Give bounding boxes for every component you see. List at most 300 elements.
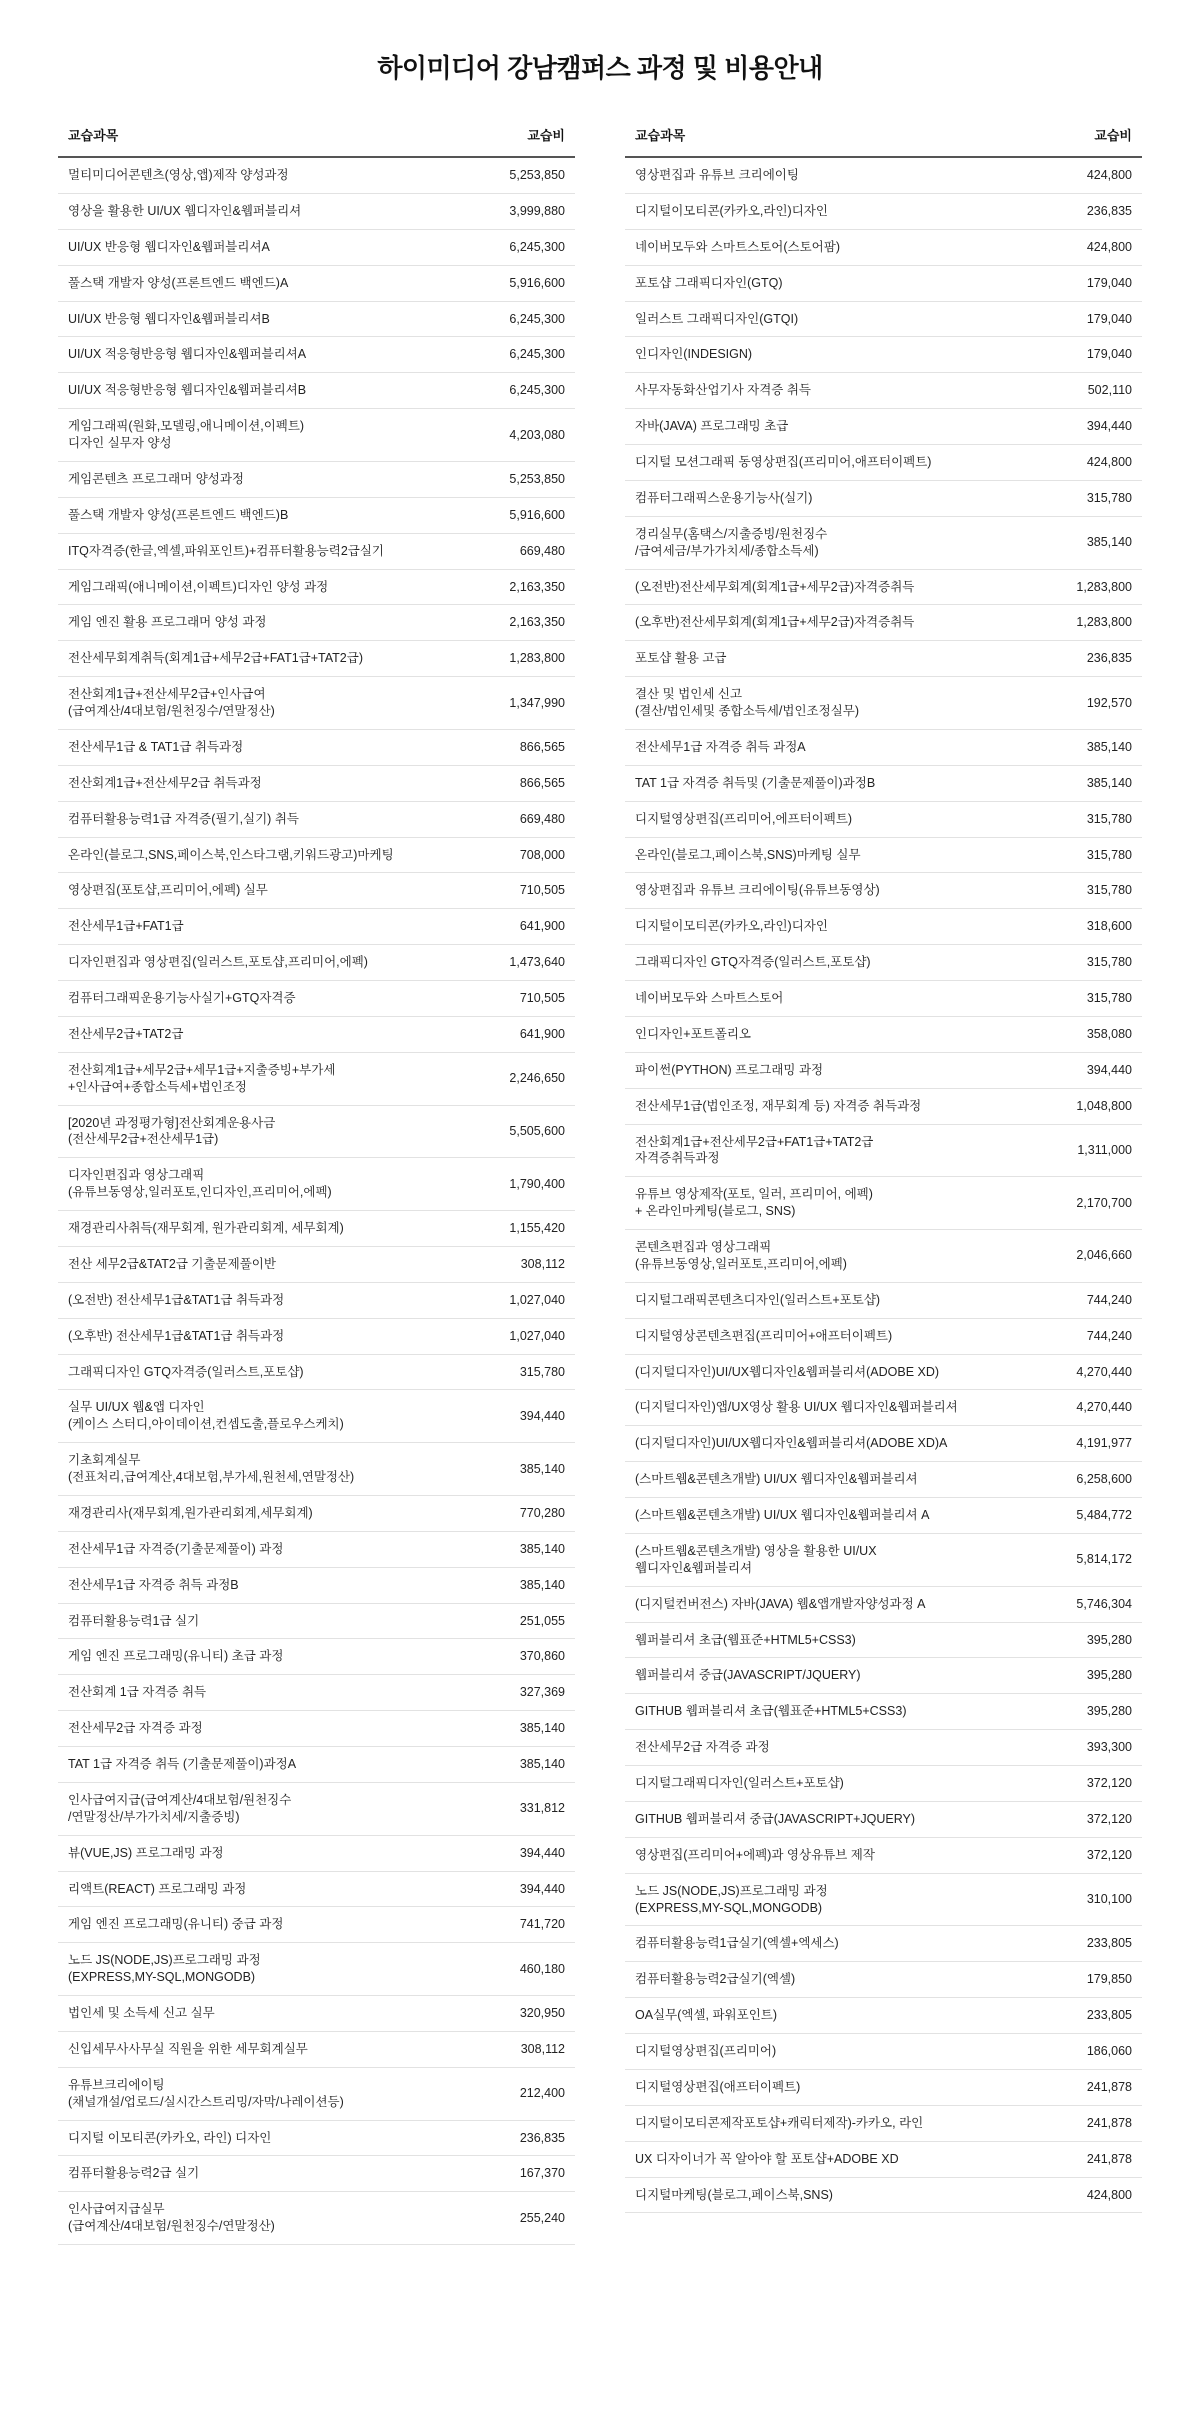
course-fee: 424,800 <box>1050 157 1142 193</box>
course-fee: 385,140 <box>483 1531 575 1567</box>
course-name: 컴퓨터활용능력2급 실기 <box>58 2156 483 2192</box>
course-name: 영상편집(포토샵,프리미어,에펙) 실무 <box>58 873 483 909</box>
table-row <box>625 2141 1142 2177</box>
course-name: 풀스택 개발자 양성(프론트엔드 백엔드)A <box>58 265 483 301</box>
table-row <box>625 729 1142 765</box>
course-fee: 1,048,800 <box>1050 1088 1142 1124</box>
course-name: 게임 엔진 프로그래밍(유니티) 초급 과정 <box>58 1639 483 1675</box>
course-fee: 744,240 <box>1050 1318 1142 1354</box>
course-name: 게임콘텐츠 프로그래머 양성과정 <box>58 461 483 497</box>
table-row <box>58 1390 575 1443</box>
course-name: 재경관리사(재무회계,원가관리회계,세무회계) <box>58 1495 483 1531</box>
course-name: 영상편집과 유튜브 크리에이팅 <box>625 157 1050 193</box>
table-row <box>58 1603 575 1639</box>
course-name: 신입세무사사무실 직원을 위한 세무회계실무 <box>58 2031 483 2067</box>
course-fee: 2,163,350 <box>483 569 575 605</box>
table-row <box>625 337 1142 373</box>
course-name: (디지털디자인)UI/UX웹디자인&웹퍼블리셔(ADOBE XD) <box>625 1354 1050 1390</box>
table-row <box>58 1835 575 1871</box>
course-name: 웹퍼블리셔 중급(JAVASCRIPT/JQUERY) <box>625 1658 1050 1694</box>
course-name: [2020년 과정평가형]전산회계운용사금 (전산세무2급+전산세무1급) <box>58 1105 483 1158</box>
table-row <box>58 373 575 409</box>
course-fee: 241,878 <box>1050 2069 1142 2105</box>
table-row <box>625 1694 1142 1730</box>
course-name: 유튜브 영상제작(포토, 일러, 프리미어, 에펙) + 온라인마케팅(블로그, SNS) <box>625 1177 1050 1230</box>
course-fee: 395,280 <box>1050 1658 1142 1694</box>
course-fee: 315,780 <box>1050 837 1142 873</box>
course-name: 그래픽디자인 GTQ자격증(일러스트,포토샵) <box>625 945 1050 981</box>
table-row <box>625 1318 1142 1354</box>
table-row <box>625 1873 1142 1926</box>
course-name: 전산세무1급 자격증(기출문제풀이) 과정 <box>58 1531 483 1567</box>
table-row <box>58 1282 575 1318</box>
course-fee: 5,253,850 <box>483 157 575 193</box>
course-fee: 385,140 <box>1050 516 1142 569</box>
table-row <box>58 641 575 677</box>
price-table-left <box>58 119 575 2245</box>
course-name: GITHUB 웹퍼블리셔 초급(웹표준+HTML5+CSS3) <box>625 1694 1050 1730</box>
course-fee: 424,800 <box>1050 229 1142 265</box>
course-name: 게임그래픽(애니메이션,이펙트)디자인 양성 과정 <box>58 569 483 605</box>
course-name: 디지털 이모티콘(카카오, 라인) 디자인 <box>58 2120 483 2156</box>
course-name: 컴퓨터그래픽스운용기능사(실기) <box>625 480 1050 516</box>
course-name: (디지털컨버전스) 자바(JAVA) 웹&앱개발자양성과정 A <box>625 1586 1050 1622</box>
course-fee: 212,400 <box>483 2067 575 2120</box>
course-fee: 708,000 <box>483 837 575 873</box>
course-fee: 395,280 <box>1050 1694 1142 1730</box>
table-row <box>58 1675 575 1711</box>
table-row <box>58 229 575 265</box>
course-fee: 315,780 <box>1050 981 1142 1017</box>
table-row <box>58 1943 575 1996</box>
course-name: 멀티미디어콘텐츠(영상,앱)제작 양성과정 <box>58 157 483 193</box>
course-fee: 315,780 <box>1050 873 1142 909</box>
course-name: 전산회계1급+전산세무2급 취득과정 <box>58 765 483 801</box>
table-header-row <box>625 119 1142 157</box>
table-row <box>625 2105 1142 2141</box>
course-name: UI/UX 적응형반응형 웹디자인&웹퍼블리셔B <box>58 373 483 409</box>
course-fee: 241,878 <box>1050 2105 1142 2141</box>
table-row <box>58 409 575 462</box>
course-name: 컴퓨터활용능력1급 실기 <box>58 1603 483 1639</box>
course-name: 뷰(VUE,JS) 프로그래밍 과정 <box>58 1835 483 1871</box>
column-header-fee: 교습비 <box>483 119 575 157</box>
course-fee: 308,112 <box>483 2031 575 2067</box>
course-name: 전산회계1급+전산세무2급+FAT1급+TAT2급 자격증취득과정 <box>625 1124 1050 1177</box>
course-fee: 744,240 <box>1050 1282 1142 1318</box>
table-row <box>58 2192 575 2245</box>
course-fee: 1,311,000 <box>1050 1124 1142 1177</box>
table-row <box>625 265 1142 301</box>
table-row <box>625 1730 1142 1766</box>
table-row <box>625 480 1142 516</box>
course-name: 자바(JAVA) 프로그래밍 초급 <box>625 409 1050 445</box>
course-name: 디지털이모티콘제작포토샵+캐릭터제작)-카카오, 라인 <box>625 2105 1050 2141</box>
course-name: 디지털영상콘텐츠편집(프리미어+애프터이펙트) <box>625 1318 1050 1354</box>
table-row <box>625 2177 1142 2213</box>
course-name: 사무자동화산업기사 자격증 취득 <box>625 373 1050 409</box>
course-fee: 233,805 <box>1050 1926 1142 1962</box>
course-name: 전산세무2급 자격증 과정 <box>58 1711 483 1747</box>
course-fee: 424,800 <box>1050 2177 1142 2213</box>
table-row <box>58 2067 575 2120</box>
course-fee: 5,505,600 <box>483 1105 575 1158</box>
table-body-right <box>625 157 1142 2213</box>
course-fee: 327,369 <box>483 1675 575 1711</box>
course-name: (오후반)전산세무회계(회계1급+세무2급)자격증취득 <box>625 605 1050 641</box>
course-fee: 167,370 <box>483 2156 575 2192</box>
table-row <box>58 1016 575 1052</box>
table-row <box>58 1246 575 1282</box>
course-fee: 4,270,440 <box>1050 1390 1142 1426</box>
table-row <box>625 1658 1142 1694</box>
course-fee: 372,120 <box>1050 1837 1142 1873</box>
course-name: (디지털디자인)UI/UX웹디자인&웹퍼블리셔(ADOBE XD)A <box>625 1426 1050 1462</box>
course-name: 네이버모두와 스마트스토어 <box>625 981 1050 1017</box>
course-fee: 395,280 <box>1050 1622 1142 1658</box>
course-name: 재경관리사취득(재무회계, 원가관리회계, 세무회계) <box>58 1211 483 1247</box>
course-fee: 641,900 <box>483 1016 575 1052</box>
course-fee: 1,283,800 <box>1050 605 1142 641</box>
course-fee: 502,110 <box>1050 373 1142 409</box>
column-header-fee: 교습비 <box>1050 119 1142 157</box>
table-row <box>625 909 1142 945</box>
course-fee: 372,120 <box>1050 1766 1142 1802</box>
right-column <box>625 119 1142 2213</box>
course-name: 경리실무(홈택스/지출증빙/원천징수 /급여세금/부가가치세/종합소득세) <box>625 516 1050 569</box>
table-row <box>625 1282 1142 1318</box>
table-row <box>625 2034 1142 2070</box>
course-fee: 394,440 <box>483 1835 575 1871</box>
course-name: 전산세무1급(법인조정, 재무회계 등) 자격증 취득과정 <box>625 1088 1050 1124</box>
course-fee: 5,916,600 <box>483 497 575 533</box>
course-fee: 6,245,300 <box>483 229 575 265</box>
course-fee: 233,805 <box>1050 1998 1142 2034</box>
course-name: 온라인(블로그,페이스북,SNS)마케팅 실무 <box>625 837 1050 873</box>
course-name: TAT 1급 자격증 취득및 (기출문제풀이)과정B <box>625 765 1050 801</box>
table-row <box>625 1926 1142 1962</box>
course-fee: 1,027,040 <box>483 1318 575 1354</box>
table-row <box>625 641 1142 677</box>
table-row <box>625 801 1142 837</box>
price-columns <box>0 119 1200 2245</box>
table-row <box>625 837 1142 873</box>
course-name: UX 디자이너가 꼭 알아야 할 포토샵+ADOBE XD <box>625 2141 1050 2177</box>
course-fee: 358,080 <box>1050 1016 1142 1052</box>
table-row <box>625 1124 1142 1177</box>
table-row <box>58 1907 575 1943</box>
course-fee: 393,300 <box>1050 1730 1142 1766</box>
course-fee: 251,055 <box>483 1603 575 1639</box>
course-name: 네이버모두와 스마트스토어(스토어팜) <box>625 229 1050 265</box>
course-fee: 866,565 <box>483 765 575 801</box>
table-row <box>58 569 575 605</box>
course-fee: 710,505 <box>483 873 575 909</box>
table-row <box>58 497 575 533</box>
course-fee: 2,246,650 <box>483 1052 575 1105</box>
course-name: 게임 엔진 활용 프로그래머 양성 과정 <box>58 605 483 641</box>
course-fee: 669,480 <box>483 801 575 837</box>
table-row <box>625 1962 1142 1998</box>
table-row <box>625 677 1142 730</box>
column-header-course: 교습과목 <box>625 119 1050 157</box>
course-name: 콘텐츠편집과 영상그래픽 (유튜브동영상,일러포토,프리미어,에펙) <box>625 1230 1050 1283</box>
table-row <box>58 1495 575 1531</box>
column-header-course: 교습과목 <box>58 119 483 157</box>
course-name: 인디자인+포트폴리오 <box>625 1016 1050 1052</box>
table-row <box>625 193 1142 229</box>
course-fee: 424,800 <box>1050 445 1142 481</box>
table-row <box>58 2120 575 2156</box>
course-name: (디지털디자인)앱/UX영상 활용 UI/UX 웹디자인&웹퍼블리셔 <box>625 1390 1050 1426</box>
course-name: 전산회계 1급 자격증 취득 <box>58 1675 483 1711</box>
table-row <box>58 981 575 1017</box>
course-fee: 241,878 <box>1050 2141 1142 2177</box>
course-fee: 5,484,772 <box>1050 1498 1142 1534</box>
course-fee: 669,480 <box>483 533 575 569</box>
course-name: 전산세무2급 자격증 과정 <box>625 1730 1050 1766</box>
course-fee: 6,245,300 <box>483 301 575 337</box>
table-row <box>58 1105 575 1158</box>
table-row <box>625 1390 1142 1426</box>
course-fee: 308,112 <box>483 1246 575 1282</box>
course-fee: 186,060 <box>1050 2034 1142 2070</box>
course-name: 전산회계1급+전산세무2급+인사급여 (급여계산/4대보험/원천징수/연말정산) <box>58 677 483 730</box>
course-name: (오전반) 전산세무1급&TAT1급 취득과정 <box>58 1282 483 1318</box>
course-name: 디지털영상편집(프리미어,에프터이펙트) <box>625 801 1050 837</box>
course-name: 디지털이모티콘(카카오,라인)디자인 <box>625 193 1050 229</box>
course-name: 디지털마케팅(블로그,페이스북,SNS) <box>625 2177 1050 2213</box>
course-name: (스마트웹&콘텐츠개발) UI/UX 웹디자인&웹퍼블리셔 A <box>625 1498 1050 1534</box>
course-name: 리액트(REACT) 프로그래밍 과정 <box>58 1871 483 1907</box>
table-row <box>58 1567 575 1603</box>
course-fee: 385,140 <box>1050 729 1142 765</box>
course-fee: 179,040 <box>1050 301 1142 337</box>
page-title: 하이미디어 강남캠퍼스 과정 및 비용안내 <box>377 53 823 83</box>
course-fee: 6,258,600 <box>1050 1462 1142 1498</box>
table-row <box>625 873 1142 909</box>
course-fee: 394,440 <box>483 1390 575 1443</box>
course-fee: 1,347,990 <box>483 677 575 730</box>
price-table-right <box>625 119 1142 2213</box>
table-row <box>58 193 575 229</box>
course-fee: 394,440 <box>1050 409 1142 445</box>
table-row <box>58 1318 575 1354</box>
course-name: 영상을 활용한 UI/UX 웹디자인&웹퍼블리셔 <box>58 193 483 229</box>
course-fee: 4,270,440 <box>1050 1354 1142 1390</box>
table-row <box>625 1052 1142 1088</box>
table-row <box>625 569 1142 605</box>
course-fee: 372,120 <box>1050 1801 1142 1837</box>
course-fee: 179,850 <box>1050 1962 1142 1998</box>
table-row <box>58 265 575 301</box>
table-row <box>625 373 1142 409</box>
course-fee: 1,790,400 <box>483 1158 575 1211</box>
course-fee: 641,900 <box>483 909 575 945</box>
course-name: 풀스택 개발자 양성(프론트엔드 백엔드)B <box>58 497 483 533</box>
course-name: 노드 JS(NODE,JS)프로그래밍 과정 (EXPRESS,MY-SQL,MONGODB) <box>625 1873 1050 1926</box>
course-name: 디지털영상편집(프리미어) <box>625 2034 1050 2070</box>
course-name: 디지털이모티콘(카카오,라인)디자인 <box>625 909 1050 945</box>
course-name: 디자인편집과 영상편집(일러스트,포토샵,프리미어,에펙) <box>58 945 483 981</box>
course-fee: 5,746,304 <box>1050 1586 1142 1622</box>
course-fee: 370,860 <box>483 1639 575 1675</box>
course-fee: 866,565 <box>483 729 575 765</box>
course-name: 컴퓨터활용능력1급실기(엑셀+엑세스) <box>625 1926 1050 1962</box>
course-name: 인사급여지급실무 (급여계산/4대보험/원천징수/연말정산) <box>58 2192 483 2245</box>
table-head-right <box>625 119 1142 157</box>
course-fee: 331,812 <box>483 1782 575 1835</box>
course-name: 인사급여지급(급여계산/4대보험/원천징수 /연말정산/부가가치세/지출증빙) <box>58 1782 483 1835</box>
course-fee: 1,283,800 <box>483 641 575 677</box>
course-fee: 315,780 <box>1050 480 1142 516</box>
course-name: 유튜브크리에이팅 (채널개설/업로드/실시간스트리밍/자막/나레이션등) <box>58 2067 483 2120</box>
course-fee: 385,140 <box>483 1711 575 1747</box>
course-name: 전산세무1급 & TAT1급 취득과정 <box>58 729 483 765</box>
table-row <box>58 1443 575 1496</box>
table-row <box>58 1531 575 1567</box>
table-row <box>58 873 575 909</box>
table-row <box>58 1747 575 1783</box>
course-fee: 385,140 <box>483 1443 575 1496</box>
course-name: 포토샵 그래픽디자인(GTQ) <box>625 265 1050 301</box>
course-name: 게임 엔진 프로그래밍(유니티) 중급 과정 <box>58 1907 483 1943</box>
course-fee: 179,040 <box>1050 265 1142 301</box>
course-fee: 710,505 <box>483 981 575 1017</box>
course-name: 컴퓨터활용능력1급 자격증(필기,실기) 취득 <box>58 801 483 837</box>
course-fee: 320,950 <box>483 1996 575 2032</box>
table-row <box>58 837 575 873</box>
course-name: 기초회계실무 (전표처리,급여계산,4대보험,부가세,원천세,연말정산) <box>58 1443 483 1496</box>
table-row <box>58 2031 575 2067</box>
table-row <box>58 677 575 730</box>
left-column <box>58 119 575 2245</box>
course-fee: 6,245,300 <box>483 337 575 373</box>
course-fee: 315,780 <box>483 1354 575 1390</box>
course-name: 법인세 및 소득세 신고 실무 <box>58 1996 483 2032</box>
course-fee: 460,180 <box>483 1943 575 1996</box>
course-name: 컴퓨터활용능력2급실기(엑셀) <box>625 1962 1050 1998</box>
course-fee: 1,155,420 <box>483 1211 575 1247</box>
table-row <box>625 1462 1142 1498</box>
table-row <box>625 2069 1142 2105</box>
course-fee: 179,040 <box>1050 337 1142 373</box>
course-name: 디지털그래픽콘텐츠디자인(일러스트+포토샵) <box>625 1282 1050 1318</box>
course-name: OA실무(엑셀, 파워포인트) <box>625 1998 1050 2034</box>
table-row <box>58 605 575 641</box>
table-row <box>58 1871 575 1907</box>
table-row <box>58 945 575 981</box>
course-name: 전산세무1급 자격증 취득 과정B <box>58 1567 483 1603</box>
course-fee: 255,240 <box>483 2192 575 2245</box>
table-row <box>58 337 575 373</box>
course-fee: 318,600 <box>1050 909 1142 945</box>
course-fee: 315,780 <box>1050 801 1142 837</box>
course-fee: 385,140 <box>483 1747 575 1783</box>
table-row <box>625 945 1142 981</box>
table-row <box>625 1586 1142 1622</box>
course-fee: 2,046,660 <box>1050 1230 1142 1283</box>
course-fee: 3,999,880 <box>483 193 575 229</box>
course-name: 파이썬(PYTHON) 프로그래밍 과정 <box>625 1052 1050 1088</box>
course-fee: 315,780 <box>1050 945 1142 981</box>
table-row <box>58 301 575 337</box>
table-row <box>625 605 1142 641</box>
course-name: 컴퓨터그래픽운용기능사실기+GTQ자격증 <box>58 981 483 1017</box>
table-row <box>625 1177 1142 1230</box>
table-row <box>58 1052 575 1105</box>
table-body-left <box>58 157 575 2245</box>
course-name: 전산세무1급 자격증 취득 과정A <box>625 729 1050 765</box>
table-row <box>625 1016 1142 1052</box>
course-name: 결산 및 법인세 신고 (결산/법인세및 종합소득세/법인조정실무) <box>625 677 1050 730</box>
table-row <box>625 157 1142 193</box>
course-name: 그래픽디자인 GTQ자격증(일러스트,포토샵) <box>58 1354 483 1390</box>
course-fee: 394,440 <box>483 1871 575 1907</box>
table-row <box>625 1837 1142 1873</box>
course-name: 웹퍼블리셔 초급(웹표준+HTML5+CSS3) <box>625 1622 1050 1658</box>
course-fee: 5,916,600 <box>483 265 575 301</box>
course-fee: 5,253,850 <box>483 461 575 497</box>
table-row <box>58 1211 575 1247</box>
table-row <box>625 1354 1142 1390</box>
course-name: TAT 1급 자격증 취득 (기출문제풀이)과정A <box>58 1747 483 1783</box>
table-row <box>625 1533 1142 1586</box>
course-fee: 385,140 <box>483 1567 575 1603</box>
table-row <box>625 981 1142 1017</box>
course-fee: 6,245,300 <box>483 373 575 409</box>
course-fee: 741,720 <box>483 1907 575 1943</box>
course-name: 노드 JS(NODE,JS)프로그래밍 과정 (EXPRESS,MY-SQL,MONGODB) <box>58 1943 483 1996</box>
course-fee: 394,440 <box>1050 1052 1142 1088</box>
table-row <box>58 461 575 497</box>
course-fee: 1,283,800 <box>1050 569 1142 605</box>
table-row <box>58 2156 575 2192</box>
course-name: UI/UX 반응형 웹디자인&웹퍼블리셔A <box>58 229 483 265</box>
course-fee: 310,100 <box>1050 1873 1142 1926</box>
course-fee: 4,203,080 <box>483 409 575 462</box>
course-name: 디자인편집과 영상그래픽 (유튜브동영상,일러포토,인디자인,프리미어,에펙) <box>58 1158 483 1211</box>
course-fee: 2,163,350 <box>483 605 575 641</box>
table-row <box>625 1766 1142 1802</box>
course-fee: 770,280 <box>483 1495 575 1531</box>
table-row <box>58 157 575 193</box>
course-fee: 236,835 <box>483 2120 575 2156</box>
table-row <box>625 1801 1142 1837</box>
course-fee: 236,835 <box>1050 641 1142 677</box>
table-row <box>625 301 1142 337</box>
table-row <box>58 1711 575 1747</box>
course-fee: 1,473,640 <box>483 945 575 981</box>
table-row <box>625 1498 1142 1534</box>
table-row <box>58 729 575 765</box>
course-name: 전산세무2급+TAT2급 <box>58 1016 483 1052</box>
course-name: 포토샵 활용 고급 <box>625 641 1050 677</box>
course-name: 온라인(블로그,SNS,페이스북,인스타그램,키워드광고)마케팅 <box>58 837 483 873</box>
course-name: GITHUB 웹퍼블리셔 중급(JAVASCRIPT+JQUERY) <box>625 1801 1050 1837</box>
course-fee: 236,835 <box>1050 193 1142 229</box>
table-row <box>58 801 575 837</box>
course-name: 영상편집(프리미어+에펙)과 영상유튜브 제작 <box>625 1837 1050 1873</box>
table-row <box>625 1426 1142 1462</box>
course-name: 일러스트 그래픽디자인(GTQI) <box>625 301 1050 337</box>
course-fee: 2,170,700 <box>1050 1177 1142 1230</box>
course-name: 영상편집과 유튜브 크리에이팅(유튜브동영상) <box>625 873 1050 909</box>
table-row <box>58 1354 575 1390</box>
course-name: 디지털영상편집(애프터이펙트) <box>625 2069 1050 2105</box>
course-name: (오전반)전산세무회계(회계1급+세무2급)자격증취득 <box>625 569 1050 605</box>
table-row <box>58 765 575 801</box>
